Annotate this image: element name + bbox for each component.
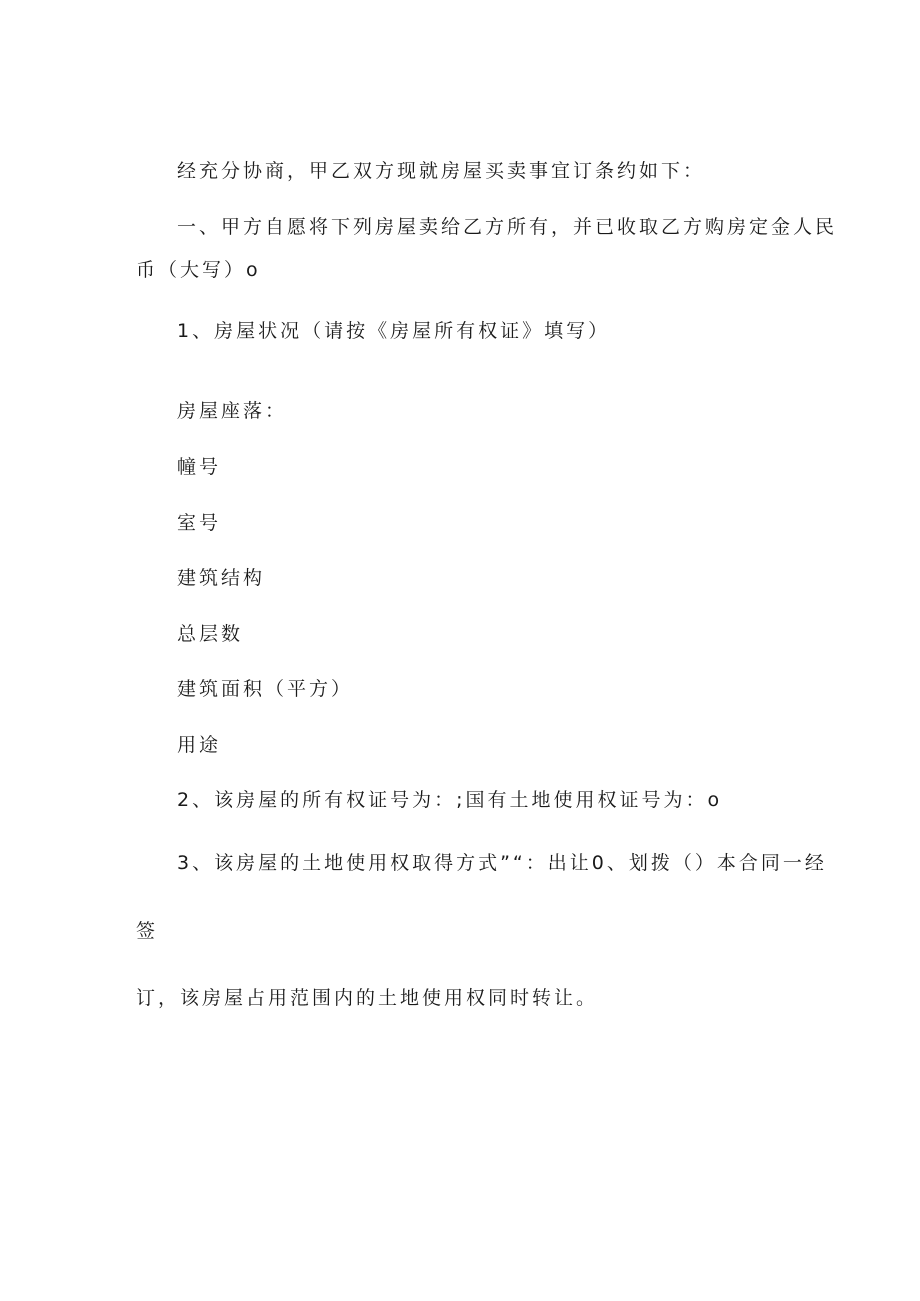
item-3-line-3: 订，该房屋占用范围内的土地使用权同时转让。 <box>136 987 599 1009</box>
field-room-number: 室号 <box>177 512 222 534</box>
item-1-heading: 1、房屋状况（请按《房屋所有权证》填写） <box>177 320 611 342</box>
field-total-floors: 总层数 <box>177 623 244 645</box>
field-structure: 建筑结构 <box>177 567 266 589</box>
field-floor-area: 建筑面积（平方） <box>177 678 354 700</box>
item-2-certificate-numbers: 2、该房屋的所有权证号为：;国有土地使用权证号为：o <box>177 789 723 811</box>
item-3-line-1: 3、该房屋的土地使用权取得方式”“：出让0、划拨（）本合同一经 <box>177 852 827 874</box>
field-location: 房屋座落： <box>177 400 288 422</box>
field-usage: 用途 <box>177 734 222 756</box>
clause-1-line-2: 币（大写）o <box>136 259 261 281</box>
field-building-number: 幢号 <box>177 456 222 478</box>
paragraph-intro: 经充分协商，甲乙双方现就房屋买卖事宜订条约如下： <box>177 160 706 182</box>
clause-1-line-1: 一、甲方自愿将下列房屋卖给乙方所有，并已收取乙方购房定金人民 <box>177 216 838 238</box>
item-3-line-2: 签 <box>136 920 159 942</box>
